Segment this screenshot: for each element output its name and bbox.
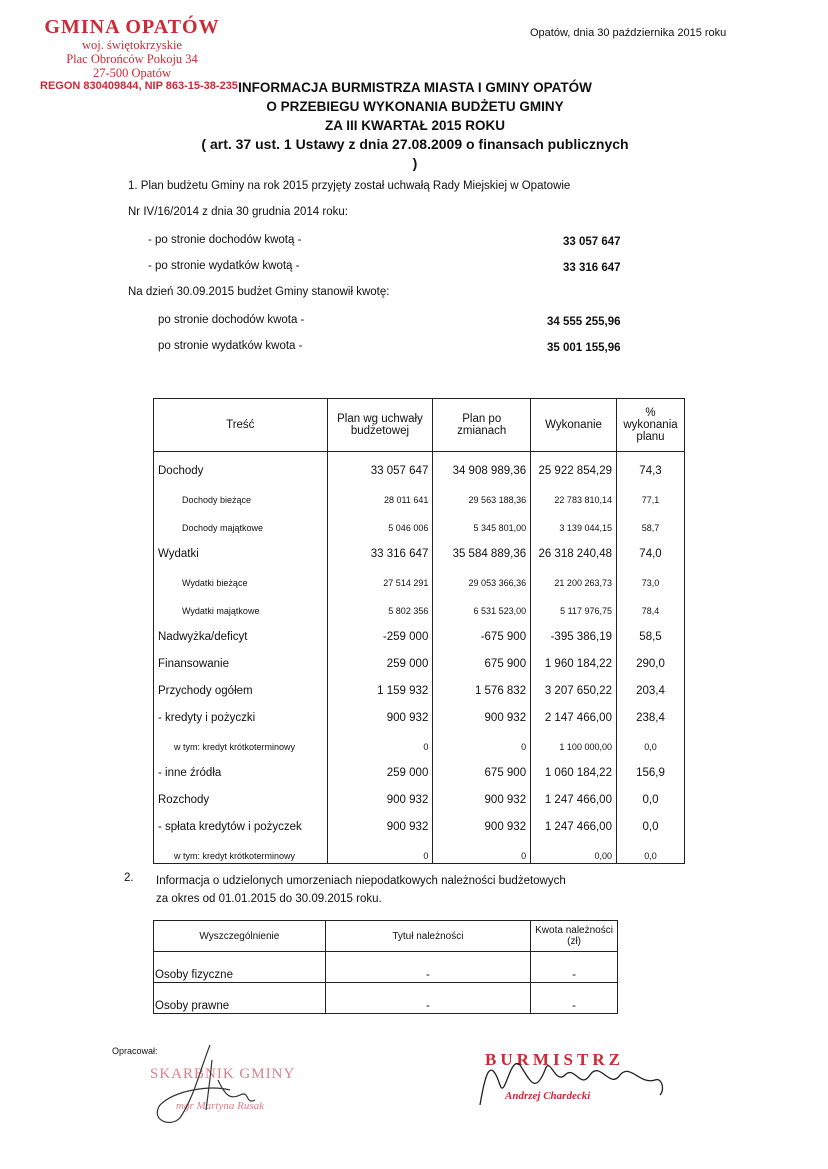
plan-income-label: - po stronie dochodów kwotą - [148,234,302,246]
table-row [154,479,685,507]
row-label: Wydatki [154,535,328,562]
stamp-line-2: Plac Obrońców Pokoju 34 [66,52,198,67]
row-execution: 5 117 976,75 [531,590,617,618]
header-amount: Kwota należności (zł) [531,921,618,952]
treasurer-name: mgr Martyna Rusak [176,1100,264,1112]
section2-line-1: Informacja o udzielonych umorzeniach niepodatkowych należności budżetowych [156,875,566,887]
table-row [154,835,685,864]
row-execution: 22 783 810,14 [531,479,617,507]
row-plan-changed: 29 053 366,36 [433,562,531,590]
row-label: Osoby prawne [154,983,326,1014]
row-percent: 0,0 [616,808,684,835]
row-amount: - [531,952,618,983]
row-plan: 0 [327,726,433,754]
table-row [154,781,685,808]
treasurer-signature [140,1040,280,1130]
row-plan-changed: 29 563 188,36 [433,479,531,507]
row-label: Nadwyżka/deficyt [154,618,328,645]
header-title: Tytuł należności [325,921,530,952]
treasurer-stamp: SKARBNIK GMINY [150,1066,296,1082]
row-title: - [325,983,530,1014]
remission-table-header [154,921,618,952]
stamp-regon: REGON 830409844, NIP 863-15-38-235 [40,80,238,93]
current-income-value: 34 555 255,96 [547,316,621,328]
header-percent: % wykonania planu [616,399,684,452]
title-line-1: INFORMACJA BURMISTRZA MIASTA I GMINY OPATÓW [238,80,592,95]
row-label: Dochody [154,452,328,480]
row-percent: 0,0 [616,726,684,754]
current-expense-value: 35 001 155,96 [547,342,621,354]
title-line-4: ( art. 37 ust. 1 Ustawy z dnia 27.08.2009 o finansach publicznych ) [201,136,629,171]
table-row [154,672,685,699]
row-plan: 5 046 006 [327,507,433,535]
row-plan-changed: 900 932 [433,808,531,835]
document-title [200,78,630,173]
header-specification: Wyszczególnienie [154,921,326,952]
table-row [154,952,618,983]
row-plan-changed: 675 900 [433,754,531,781]
row-plan-changed: 34 908 989,36 [433,452,531,480]
row-execution: 26 318 240,48 [531,535,617,562]
row-title: - [325,952,530,983]
row-plan: 900 932 [327,699,433,726]
mayor-name: Andrzej Chardecki [505,1090,591,1102]
row-plan: 0 [327,835,433,864]
row-execution: 21 200 263,73 [531,562,617,590]
row-plan: 28 011 641 [327,479,433,507]
table-row [154,808,685,835]
budget-table-header [154,399,685,452]
title-line-2: O PRZEBIEGU WYKONANIA BUDŻETU GMINY [266,99,564,114]
row-execution: -395 386,19 [531,618,617,645]
row-label: Dochody bieżące [154,479,328,507]
row-percent: 74,0 [616,535,684,562]
row-plan-changed: 0 [433,835,531,864]
row-label: - kredyty i pożyczki [154,699,328,726]
row-plan-changed: 6 531 523,00 [433,590,531,618]
row-plan-changed: 900 932 [433,699,531,726]
row-label: Przychody ogółem [154,672,328,699]
row-percent: 78,4 [616,590,684,618]
row-plan: 259 000 [327,645,433,672]
row-plan: 27 514 291 [327,562,433,590]
header-tresc: Treść [154,399,328,452]
row-plan-changed: 35 584 889,36 [433,535,531,562]
table-row [154,590,685,618]
stamp-title: GMINA OPATÓW [44,16,220,38]
current-expense-label: po stronie wydatków kwota - [158,340,303,352]
table-row [154,645,685,672]
prepared-by-label: Opracował: [112,1046,158,1056]
row-label: w tym: kredyt krótkoterminowy [154,835,328,864]
row-plan: 259 000 [327,754,433,781]
section2-intro [156,872,566,908]
row-plan-changed: 675 900 [433,645,531,672]
table-row [154,983,618,1014]
row-label: Wydatki bieżące [154,562,328,590]
section2-line-2: za okres od 01.01.2015 do 30.09.2015 roku. [156,893,382,905]
row-plan-changed: 1 576 832 [433,672,531,699]
place-date: Opatów, dnia 30 października 2015 roku [530,27,727,39]
row-percent: 58,5 [616,618,684,645]
row-label: - inne źródła [154,754,328,781]
section1-intro-2: Nr IV/16/2014 z dnia 30 grudnia 2014 roku: [128,206,348,218]
mayor-signature [470,1035,670,1115]
row-execution: 2 147 466,00 [531,699,617,726]
section1-intro-1: 1. Plan budżetu Gminy na rok 2015 przyjęty został uchwałą Rady Miejskiej w Opatowie [128,180,571,192]
row-label: Wydatki majątkowe [154,590,328,618]
row-percent: 73,0 [616,562,684,590]
row-plan: 33 057 647 [327,452,433,480]
row-percent: 238,4 [616,699,684,726]
table-row [154,507,685,535]
remission-table [153,920,618,1014]
row-execution: 0,00 [531,835,617,864]
row-label: Finansowanie [154,645,328,672]
row-percent: 77,1 [616,479,684,507]
row-percent: 156,9 [616,754,684,781]
row-label: - spłata kredytów i pożyczek [154,808,328,835]
section2-number: 2. [124,872,134,884]
row-plan: 1 159 932 [327,672,433,699]
row-amount: - [531,983,618,1014]
row-plan: 900 932 [327,781,433,808]
current-income-label: po stronie dochodów kwota - [158,314,305,326]
row-execution: 1 247 466,00 [531,781,617,808]
table-row [154,699,685,726]
row-percent: 58,7 [616,507,684,535]
table-row [154,754,685,781]
budget-table [153,398,685,864]
row-plan-changed: -675 900 [433,618,531,645]
row-percent: 0,0 [616,835,684,864]
header-execution: Wykonanie [531,399,617,452]
row-execution: 3 139 044,15 [531,507,617,535]
mayor-stamp: BURMISTRZ [485,1050,624,1069]
stamp-line-3: 27-500 Opatów [92,66,172,81]
table-row [154,618,685,645]
as-of-text: Na dzień 30.09.2015 budżet Gminy stanowił kwotę: [128,286,390,298]
row-percent: 203,4 [616,672,684,699]
row-execution: 1 060 184,22 [531,754,617,781]
table-row [154,452,685,480]
row-plan: 5 802 356 [327,590,433,618]
table-row [154,562,685,590]
plan-expense-value: 33 316 647 [563,262,621,274]
plan-income-value: 33 057 647 [563,236,621,248]
table-row [154,726,685,754]
row-label: w tym: kredyt krótkoterminowy [154,726,328,754]
header-plan: Plan wg uchwały budżetowej [327,399,433,452]
table-row [154,535,685,562]
row-label: Rozchody [154,781,328,808]
plan-expense-label: - po stronie wydatków kwotą - [148,260,300,272]
row-plan-changed: 900 932 [433,781,531,808]
stamp-line-1: woj. świętokrzyskie [82,38,182,53]
title-line-3: ZA III KWARTAŁ 2015 ROKU [324,118,505,133]
row-execution: 3 207 650,22 [531,672,617,699]
row-plan-changed: 0 [433,726,531,754]
header-plan-changed: Plan po zmianach [433,399,531,452]
row-plan: -259 000 [327,618,433,645]
row-execution: 1 960 184,22 [531,645,617,672]
row-execution: 1 100 000,00 [531,726,617,754]
row-plan-changed: 5 345 801,00 [433,507,531,535]
row-label: Osoby fizyczne [154,952,326,983]
row-label: Dochody majątkowe [154,507,328,535]
row-percent: 0,0 [616,781,684,808]
row-execution: 25 922 854,29 [531,452,617,480]
row-plan: 33 316 647 [327,535,433,562]
row-percent: 290,0 [616,645,684,672]
row-execution: 1 247 466,00 [531,808,617,835]
row-plan: 900 932 [327,808,433,835]
row-percent: 74,3 [616,452,684,480]
